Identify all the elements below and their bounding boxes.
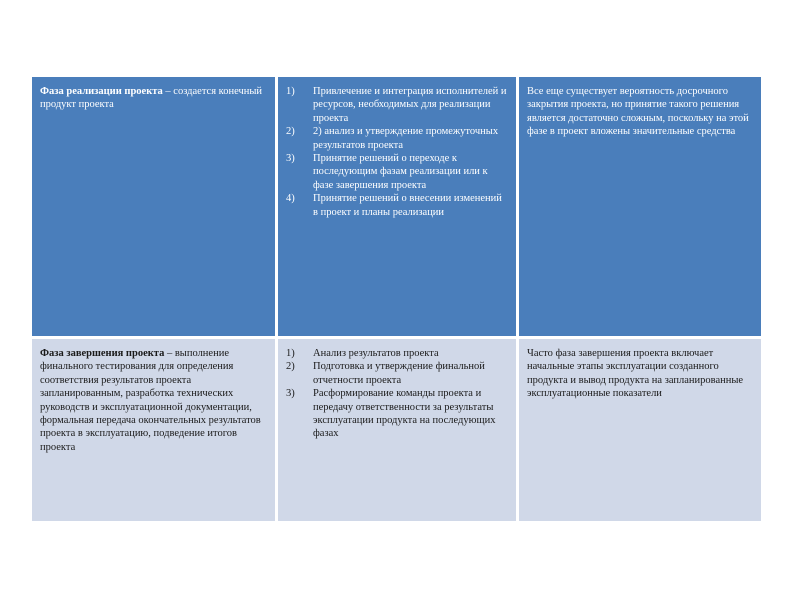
list-item-number: 1) (286, 348, 295, 359)
task-list (286, 347, 508, 441)
list-item-number: 1) (286, 86, 295, 97)
phase-cell (32, 339, 275, 521)
table-row-implementation (32, 77, 761, 336)
note-text: Часто фаза завершения проекта включает начальные этапы эксплуатации созданного продукта и вывод продукта на запланированные эксплуатационные показатели (527, 348, 744, 400)
list-item (286, 85, 508, 125)
list-item-number: 3) (286, 153, 295, 165)
list-item (286, 387, 508, 441)
list-item-number: 2) (286, 126, 295, 138)
phase-cell (32, 77, 275, 336)
list-item-text: Принятие решений о внесении изменений в проект и планы реализации (313, 193, 502, 218)
tasks-cell (278, 339, 516, 521)
list-item-text: Анализ результатов проекта (313, 348, 439, 359)
phase-table (32, 77, 761, 521)
list-item (286, 125, 508, 152)
list-item-number: 3) (286, 388, 295, 400)
note-text: Все еще существует вероятность досрочного закрытия проекта, но принятие такого решения является достаточно сложным, поскольку на этой фазе в проект вложены значительные средства (527, 86, 749, 138)
list-item-text: Подготовка и утверждение финальной отчетности проекта (313, 361, 485, 386)
list-item-text: Привлечение и интеграция исполнителей и ресурсов, необходимых для реализации проекта (313, 86, 507, 124)
list-item-text: Принятие решений о переходе к последующим фазам реализации или к фазе завершения проекта (313, 153, 488, 191)
phase-name: Фаза завершения проекта (40, 348, 165, 359)
table-row-completion (32, 339, 761, 521)
list-item-number: 4) (286, 193, 295, 205)
task-list (286, 85, 508, 219)
phase-description: – выполнение финального тестирования для определения соответствия результатов проекта запланированным, разработка технических руководств и эксплуатационной документации, формальная передача окончательных результатов проекта в эксплуатацию, подведение итогов проекта (40, 348, 261, 453)
list-item (286, 152, 508, 192)
phase-description: – создается конечный продукт проекта (40, 86, 263, 111)
list-item-text: Расформирование команды проекта и передачу ответственности за результаты эксплуатации продукта на последующих фазах (313, 388, 496, 440)
list-item (286, 360, 508, 387)
list-item (286, 347, 508, 360)
note-cell (519, 339, 761, 521)
phase-name: Фаза реализации проекта (40, 86, 163, 97)
list-item-text: 2) анализ и утверждение промежуточных результатов проекта (313, 126, 499, 151)
list-item (286, 192, 508, 219)
note-cell (519, 77, 761, 336)
list-item-number: 2) (286, 361, 295, 373)
tasks-cell (278, 77, 516, 336)
